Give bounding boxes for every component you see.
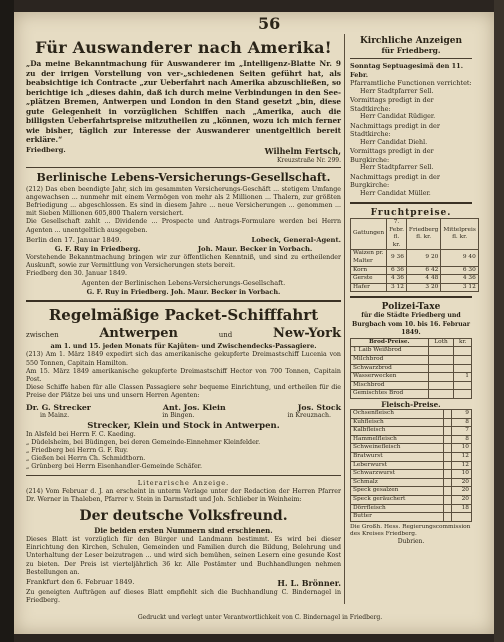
packet-agents	[26, 403, 341, 412]
insurance-agents-2: G. F. Ruy in Friedberg. Joh. Maur. Becker in Vorbach.	[86, 288, 281, 297]
church-nm-burg-name: Herr Candidat Müller.	[360, 189, 431, 197]
table-row	[351, 504, 472, 513]
cell	[454, 381, 472, 390]
cell: Speck gesalzen	[351, 487, 444, 496]
cell: 20	[451, 495, 471, 504]
cell	[428, 390, 454, 399]
cell: Korn	[351, 266, 387, 275]
literary-heading: Literarische Anzeige.	[137, 478, 230, 487]
insurance-sig-row	[26, 236, 341, 244]
cell: Mischbrod	[351, 381, 429, 390]
emigrants-signature	[26, 146, 341, 156]
agent-list-4: „ Gießen bei Herrn Ch. Schmidtborn.	[26, 455, 146, 463]
police-footer: Die Großh. Hess. Regierungscommission des Kreises Friedberg.	[350, 523, 471, 537]
cell	[443, 427, 451, 436]
cell	[454, 347, 472, 356]
divider	[350, 58, 472, 59]
paper-title: Der deutsche Volksfreund.	[79, 507, 288, 524]
table-row	[351, 390, 472, 399]
packet-text-2: Am 15. März 1849 amerikanische gekupferte Dreimastschiff Hector von 700 Tonnen, Capitain Post.	[26, 367, 341, 383]
church-parish-name: Herr Stadtpfarrer Sell.	[360, 87, 434, 95]
cell: 9 40	[441, 250, 478, 266]
packet-city-2: New-York	[272, 326, 341, 342]
insurance-sig-row-2	[26, 245, 341, 253]
cell	[443, 452, 451, 461]
table-row	[351, 250, 479, 266]
cell: 20	[451, 487, 471, 496]
cell: 4 36	[441, 275, 478, 284]
church-vm-stadt-name: Herr Candidat Rüdiger.	[360, 113, 436, 120]
page-number: 56	[258, 14, 281, 33]
meat-heading: Fleisch-Preise.	[381, 400, 441, 409]
page-edge	[494, 0, 504, 642]
cell	[428, 381, 454, 390]
cell: 6 36	[387, 266, 407, 275]
agent-list-1: In Alsfeld bei Herrn F. C. Kaeding.	[26, 430, 136, 438]
agent-3: Jos. Stock	[297, 402, 341, 412]
cell: Waizen pr. Malter	[351, 250, 387, 266]
cell: 8	[451, 435, 471, 444]
cell	[443, 435, 451, 444]
cell: Ochsenfleisch	[351, 410, 444, 419]
agent-2-place: in Bingen.	[162, 411, 195, 419]
cell: 18	[451, 504, 471, 513]
cell	[443, 513, 451, 522]
packet-text-1: (213) Am 1. März 1849 expedirt sich das amerikanische gekupferte Dreimastschiff Lucenia von 550 Tonnen, Capitain Hamilton.	[26, 351, 341, 367]
agents-antwerp: Strecker, Klein und Stock in Antwerpen.	[87, 420, 280, 431]
church-place: für Friedberg.	[381, 46, 441, 55]
packet-between: zwischen	[26, 331, 59, 340]
cell	[428, 356, 454, 365]
packet-route	[26, 326, 341, 341]
packet-city-1: Antwerpen	[99, 326, 178, 342]
cell	[454, 356, 472, 365]
column-divider	[344, 34, 345, 604]
meat-table	[350, 409, 472, 522]
insurance-text-1: (212) Das eben beendigte Jahr, sich im gesammten Versicherungs-Geschäft ... stetigem Umfange angewachsen ... nunmehr mit einem Vermögen von mehr als 2 Millionen ... Thalern, zur größten Befriedigung ... abgeschlossen. Es sind in diesem Jahre ... neue Versicherungen ... genommen ... mit Sieben Millionen 605,800 Thalern versichert.	[26, 185, 341, 218]
cell: 10	[451, 444, 471, 453]
cell: 1	[454, 373, 472, 382]
cell	[443, 444, 451, 453]
sig-name: Wilhelm Fertsch,	[264, 145, 341, 156]
paper-note: Zu geneigten Aufträgen auf dieses Blatt empfiehlt sich die Buchhandlung C. Bindernagel in Friedberg.	[26, 588, 341, 605]
cell: Wasserwecken	[351, 373, 429, 382]
fruit-header: Mittelpreis fl. kr.	[441, 219, 478, 250]
police-footer-2: Dubrien.	[397, 537, 425, 545]
cell: 10	[451, 470, 471, 479]
bread-header: Brod-Preise.	[351, 338, 429, 347]
paper-sig: H. L. Brönner.	[277, 577, 341, 588]
left-column	[26, 36, 341, 605]
table-row	[351, 275, 479, 284]
cell: Kalbfleisch	[351, 427, 444, 436]
cell: 9 36	[387, 250, 407, 266]
cell: Schwarzwurst	[351, 470, 444, 479]
cell: 6 42	[406, 266, 440, 275]
cell	[443, 410, 451, 419]
agent-1: Dr. G. Strecker	[26, 402, 91, 412]
table-row	[351, 364, 472, 373]
cell: Hammelfleisch	[351, 435, 444, 444]
packet-schedule: am 1. und 15. jeden Monats für Kajüten- und Zwischendecks-Passagiere.	[50, 342, 317, 351]
insurance-date-2: Friedberg den 30. Januar 1849.	[26, 270, 127, 278]
table-row	[351, 418, 472, 427]
table-row	[351, 356, 472, 365]
cell: Butter	[351, 513, 444, 522]
right-column	[350, 36, 476, 546]
insurance-text-2: Die Gesellschaft zahlt ... Dividende ... Prospecte und Antrags-Formulare werden bei Herrn Agenten ... unentgeltlich ausgegeben.	[26, 218, 341, 234]
fruit-header: Friedberg fl. kr.	[406, 219, 440, 250]
agent-3-place: in Kreuznach.	[287, 411, 331, 419]
divider	[26, 300, 341, 302]
cell: 3 12	[441, 283, 478, 292]
fruit-title: Fruchtpreise.	[370, 208, 452, 218]
paper-subtitle: Die beiden ersten Nummern sind erschienen.	[94, 525, 273, 535]
divider	[350, 296, 472, 298]
literary-text: (214) Vom Februar d. J. an erscheint in unterm Verlage unter der Redaction der Herren Pfarrer Dr. Werner in Thaleben, Pfarrer v. Stein in Darmstadt und Joh. Schlieber in Weinheim:	[26, 487, 341, 503]
cell	[454, 390, 472, 399]
insurance-sig-3: Joh. Maur. Becker in Vorbach.	[197, 244, 313, 253]
bread-header: kr.	[454, 338, 472, 347]
printer-footer: Gedruckt und verlegt unter Verantwortlichkeit von C. Bindernagel in Friedberg.	[137, 614, 383, 621]
cell: Gemischtes Brod	[351, 390, 429, 399]
cell: Kuhfleisch	[351, 418, 444, 427]
cell	[451, 513, 471, 522]
book-spine	[0, 0, 14, 642]
emigrants-title: Für Auswanderer nach Amerika!	[35, 38, 332, 57]
table-row	[351, 347, 472, 356]
police-subtitle: für die Städte Friedberg und Burgbach vom 10. bis 16. Februar 1849.	[352, 312, 470, 337]
church-parish: Pfarramtliche Functionen verrichtet:	[350, 79, 472, 87]
agent-1-place: in Mainz.	[40, 411, 70, 419]
cell: 8	[451, 418, 471, 427]
table-row	[351, 444, 472, 453]
fruit-header: 7. Febr. fl. kr.	[387, 219, 407, 250]
bread-header-row	[351, 338, 472, 347]
sig-address: Kreuzstraße Nr. 299.	[277, 156, 341, 164]
fruit-header-row	[351, 219, 479, 250]
cell: 1 Laib Weißbrod	[351, 347, 429, 356]
cell: 4 36	[387, 275, 407, 284]
fruit-table	[350, 218, 479, 292]
table-row	[351, 381, 472, 390]
agent-2: Ant. Jos. Klein	[162, 402, 226, 412]
cell: Milchbrod	[351, 356, 429, 365]
table-row	[351, 283, 479, 292]
bread-table	[350, 338, 472, 399]
table-row	[351, 452, 472, 461]
bread-header: Loth	[428, 338, 454, 347]
divider	[26, 475, 341, 476]
cell	[443, 418, 451, 427]
cell	[443, 461, 451, 470]
cell	[443, 487, 451, 496]
insurance-date: Berlin den 17. Januar 1849.	[26, 235, 122, 244]
table-row	[351, 461, 472, 470]
table-row	[351, 513, 472, 522]
police-title: Polizei-Taxe	[381, 302, 441, 313]
insurance-sig-1: Lobeck, General-Agent.	[251, 235, 341, 244]
cell: 4 48	[406, 275, 440, 284]
church-nm-stadt: Nachmittags predigt in der Stadtkirche:	[350, 121, 440, 138]
cell	[443, 504, 451, 513]
cell	[454, 364, 472, 373]
agent-list-2: „ Düdelsheim, bei Büdingen, bei deren Gemeinde-Einnehmer Kleinfelder.	[26, 438, 261, 446]
church-vm-stadt: Vormittags predigt in der Stadtkirche:	[350, 96, 434, 113]
cell: Leberwurst	[351, 461, 444, 470]
divider	[350, 202, 472, 204]
table-row	[351, 373, 472, 382]
paper-date: Frankfurt den 6. Februar 1849.	[26, 577, 135, 586]
paper-sig-row	[26, 578, 341, 588]
cell: 20	[451, 478, 471, 487]
agent-list-5: „ Grünberg bei Herrn Eisenhandler-Gemeinde Schäfer.	[26, 463, 202, 471]
sig-place: Friedberg.	[26, 145, 66, 154]
cell	[443, 495, 451, 504]
cell: 9	[451, 410, 471, 419]
cell: Schweinefleisch	[351, 444, 444, 453]
cell: Gerste	[351, 275, 387, 284]
table-row	[351, 435, 472, 444]
cell	[443, 470, 451, 479]
church-nm-stadt-name: Herr Candidat Diehl.	[360, 138, 428, 146]
cell	[428, 373, 454, 382]
cell: 9 20	[406, 250, 440, 266]
insurance-title: Berlinische Lebens-Versicherungs-Gesellschaft.	[36, 170, 331, 184]
church-title: Kirchliche Anzeigen	[359, 36, 463, 46]
cell: Hafer	[351, 283, 387, 292]
cell: 12	[451, 452, 471, 461]
cell	[443, 478, 451, 487]
table-row	[351, 487, 472, 496]
church-sunday: Sonntag Septuagesimä den 11. Febr.	[350, 62, 463, 79]
cell: 3 12	[387, 283, 407, 292]
cell: 12	[451, 461, 471, 470]
table-row	[351, 266, 479, 275]
table-row	[351, 495, 472, 504]
insurance-sig-2: G. F. Ruy in Friedberg.	[54, 244, 141, 253]
table-row	[351, 478, 472, 487]
packet-title: Regelmäßige Packet-Schifffahrt	[48, 306, 319, 325]
cell: Schwarzbrod	[351, 364, 429, 373]
table-row	[351, 410, 472, 419]
table-row	[351, 470, 472, 479]
cell: Dörrfleisch	[351, 504, 444, 513]
cell: 7	[451, 427, 471, 436]
cell: Bratwurst	[351, 452, 444, 461]
insurance-text-3: Vorstehende Bekanntmachung bringen wir zur öffentlichen Kenntniß, und sind zu ertheilender Auskunft, sowie zur Vermittlung von Versicherungen stets bereit.	[26, 253, 341, 269]
emigrants-text: „Da meine Bekanntmachung für Auswanderer im „Intelligenz-Blatte Nr. 9 zu der irrigen Vorstellung von ver-„schiedenen Seiten geführt hat, als beabsichtige ich Contracte „zur Ueberfahrt nach Amerika abzuschließen, so berichtige ich „dieses dahin, daß ich durch meine Verbindungen in den See-„plätzen Bremen, Antwerpen und London in den Stand gesetzt „bin, diese gute Gelegenheit in vorzüglichen Schiffen nach „Amerika, auch die billigsten Ueberfahrtspreise mitzutheilen zu „können, wozu ich mich ferner wie bisher, täglich zur Interesse der Auswanderer unentgeltlich bereit erkläre.“	[26, 59, 341, 144]
cell: Speck geräuchert	[351, 495, 444, 504]
cell: 3 20	[406, 283, 440, 292]
insurance-agents: Agenten der Berlinischen Lebens-Versicherungs-Gesellschaft.	[81, 279, 286, 288]
fruit-header: Gattungen	[351, 219, 387, 250]
packet-and: und	[218, 331, 233, 340]
divider	[26, 167, 341, 168]
church-vm-burg-name: Herr Stadtpfarrer Sell.	[360, 164, 434, 171]
cell: Schmalz	[351, 478, 444, 487]
cell	[428, 364, 454, 373]
cell	[428, 347, 454, 356]
cell: 6 30	[441, 266, 478, 275]
packet-text-3: Diese Schiffe haben für alle Classen Passagiere sehr bequeme Einrichtung, und ertheilen für die Preise der Plätze bei uns und unsern Herren Agenten:	[26, 384, 341, 400]
agent-list-3: „ Friedberg bei Herrn G. F. Ruy.	[26, 446, 129, 454]
table-row	[351, 427, 472, 436]
paper-text: Dieses Blatt ist vorzüglich für den Bürger und Landmann bestimmt. Es wird bei dieser Einrichtung den Kirchen, Schulen, Gemeinden und Familien durch die Bildung, Belehrung und Unterhaltung der Leser beizutragen ... und wird sich bemühen, seinen Lesern eine gesunde Kost zu bieten. Der Preis ist vierteljährlich 36 kr. Alle Postämter und Buchhandlungen nehmen Bestellungen an.	[26, 535, 341, 576]
church-vm-burg: Vormittags predigt in der Burgkirche:	[350, 147, 434, 164]
packet-agents-places	[26, 412, 341, 419]
church-nm-burg: Nachmittags predigt in der Burgkirche:	[350, 172, 440, 189]
